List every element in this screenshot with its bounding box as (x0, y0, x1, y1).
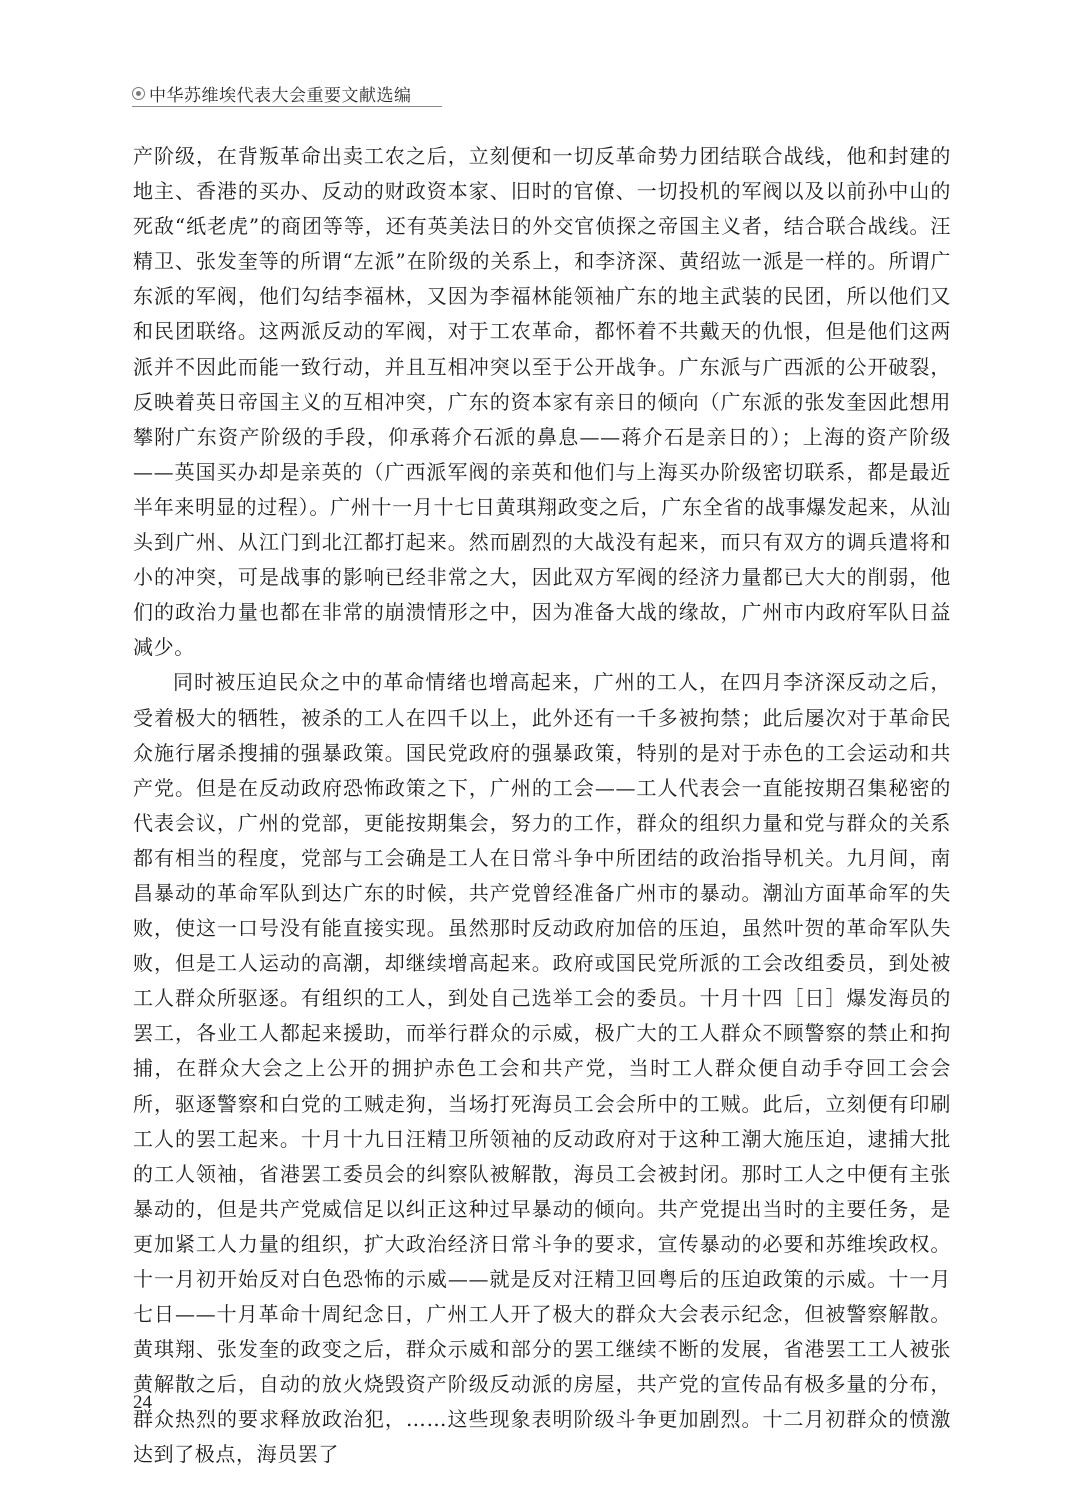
paragraph: 同时被压迫民众之中的革命情绪也增高起来，广州的工人，在四月李济深反动之后，受着极大的牺牲，被杀的工人在四千以上，此外还有一千多被拘禁；此后屡次对于革命民众施行屠杀搜捕的强暴政策。国民党政府的强暴政策，特别的是对于赤色的工会运动和共产党。但是在反动政府恐怖政策之下，广州的工会——工人代表会一直能按期召集秘密的代表会议，广州的党部，更能按期集会，努力的工作，群众的组织力量和党与群众的关系都有相当的程度，党部与工会确是工人在日常斗争中所团结的政治指导机关。九月间，南昌暴动的革命军队到达广东的时候，共产党曾经准备广州市的暴动。潮汕方面革命军的失败，使这一口号没有能直接实现。虽然那时反动政府加倍的压迫，虽然叶贺的革命军队失败，但是工人运动的高潮，却继续增高起来。政府或国民党所派的工会改组委员，到处被工人群众所驱逐。有组织的工人，到处自己选举工会的委员。十月十四［日］爆发海员的罢工，各业工人都起来援助，而举行群众的示威，极广大的工人群众不顾警察的禁止和拘捕，在群众大会之上公开的拥护赤色工会和共产党，当时工人群众便自动手夺回工会会所，驱逐警察和白党的工贼走狗，当场打死海员工会会所中的工贼。此后，立刻便有印刷工人的罢工起来。十月十九日汪精卫所领袖的反动政府对于这种工潮大施压迫，逮捕大批的工人领袖，省港罢工委员会的纠察队被解散，海员工会被封闭。那时工人之中便有主张暴动的，但是共产党威信足以纠正这种过早暴动的倾向。共产党提出当时的主要任务，是更加紧工人力量的组织，扩大政治经济日常斗争的要求，宣传暴动的必要和苏维埃政权。十一月初开始反对白色恐怖的示威——就是反对汪精卫回粤后的压迫政策的示威。十一月七日——十月革命十周纪念日，广州工人开了极大的群众大会表示纪念，但被警察解散。黄琪翔、张发奎的政变之后，群众示威和部分的罢工继续不断的发展，省港罢工工人被张黄解散之后，自动的放火烧毁资产阶级反动派的房屋，共产党的宣传品有极多量的分布，群众热烈的要求释放政治犯，……这些现象表明阶级斗争更加剧烈。十二月初群众的愤激达到了极点，海员罢了 (133, 670, 951, 1467)
body-text (133, 139, 951, 1473)
running-head (132, 80, 442, 107)
circle-dot-icon (132, 87, 145, 100)
book-title: 中华苏维埃代表大会重要文献选编 (149, 85, 412, 106)
page-number: 24 (133, 1392, 152, 1413)
paragraph-continued: 产阶级，在背叛革命出卖工农之后，立刻便和一切反革命势力团结联合战线，他和封建的地主、香港的买办、反动的财政资本家、旧时的官僚、一切投机的军阀以及以前孙中山的死敌“纸老虎”的商团等等，还有英美法日的外交官侦探之帝国主义者，结合联合战线。汪精卫、张发奎等的所谓“左派”在阶级的关系上，和李济深、黄绍竑一派是一样的。所谓广东派的军阀，他们勾结李福林，又因为李福林能领袖广东的地主武装的民团，所以他们又和民团联络。这两派反动的军阀，对于工农革命，都怀着不共戴天的仇恨，但是他们这两派并不因此而能一致行动，并且互相冲突以至于公开战争。广东派与广西派的公开破裂，反映着英日帝国主义的互相冲突，广东的资本家有亲日的倾向（广东派的张发奎因此想用攀附广东资产阶级的手段，仰承蒋介石派的鼻息——蒋介石是亲日的）；上海的资产阶级——英国买办却是亲英的（广西派军阀的亲英和他们与上海买办阶级密切联系，都是最近半年来明显的过程）。广州十一月十七日黄琪翔政变之后，广东全省的战事爆发起来，从汕头到广州、从江门到北江都打起来。然而剧烈的大战没有起来，而只有双方的调兵遣将和小的冲突，可是战事的影响已经非常之大，因此双方军阀的经济力量都已大大的削弱，他们的政治力量也都在非常的崩溃情形之中，因为准备大战的缘故，广州市内政府军队日益减少。 (133, 144, 951, 660)
